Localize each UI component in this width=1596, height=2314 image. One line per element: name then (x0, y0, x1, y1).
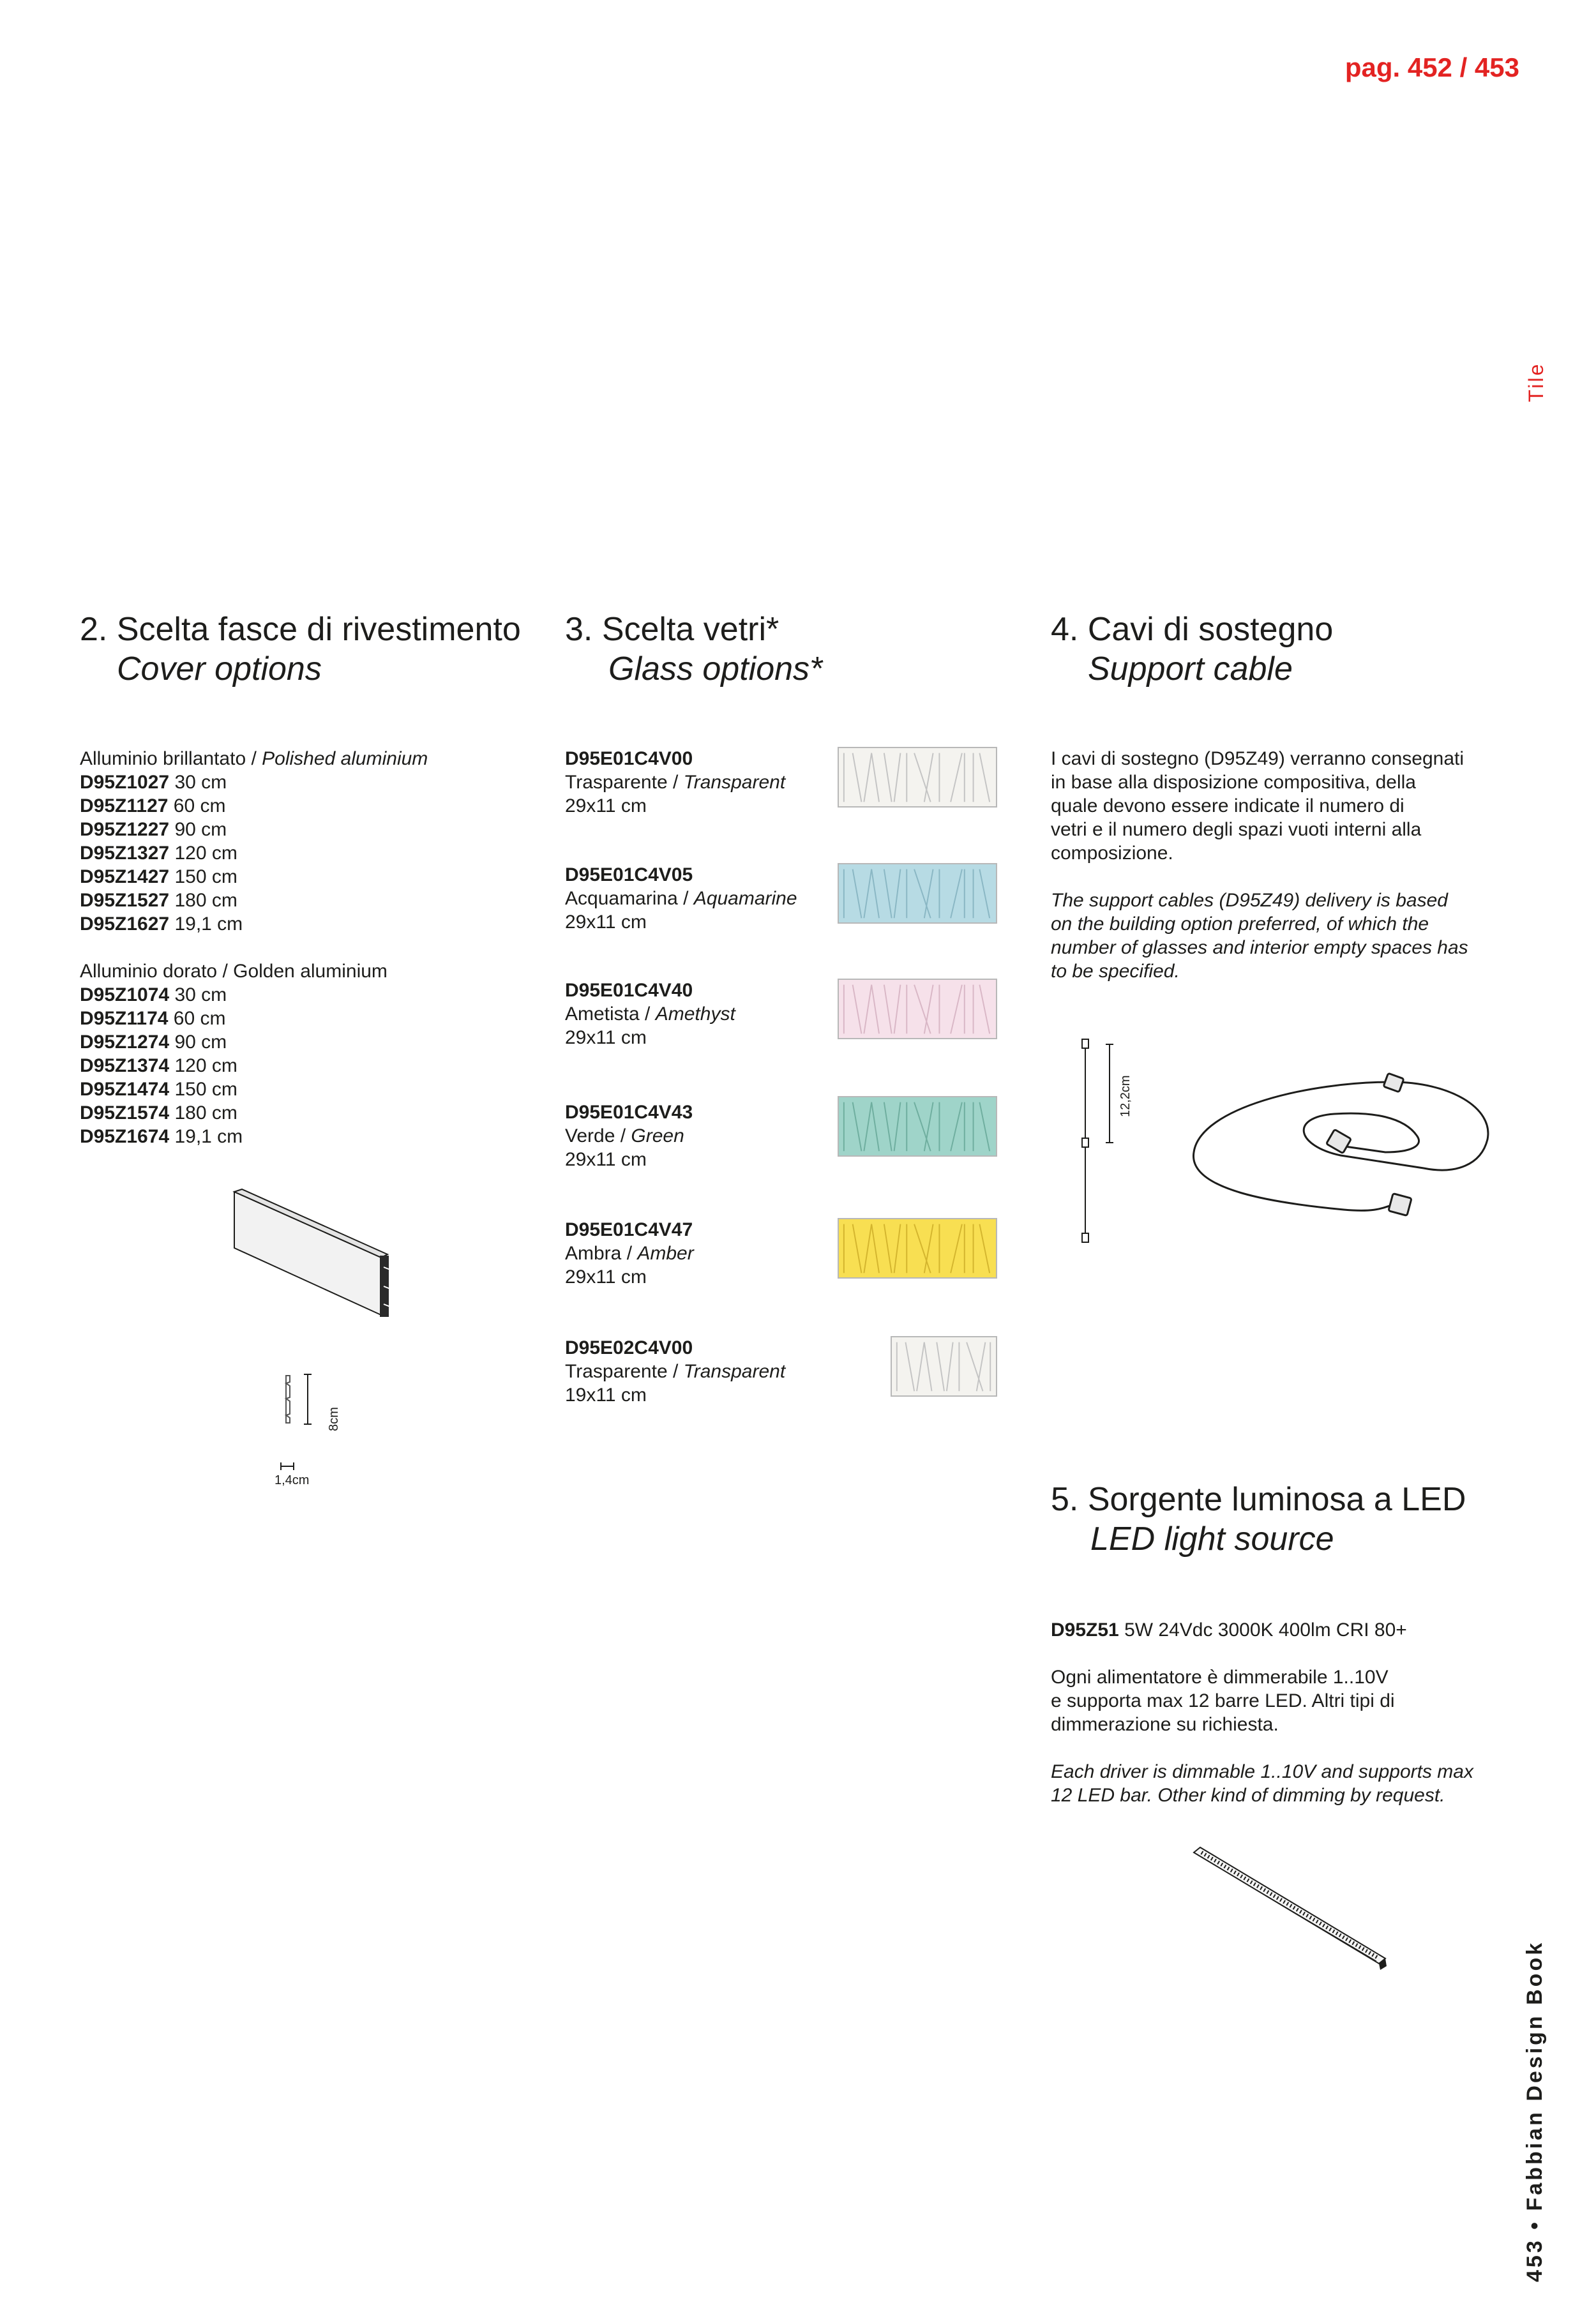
glass-size: 19x11 cm (565, 1385, 647, 1406)
list-item: D95Z1127 60 cm (80, 795, 226, 816)
cable-section-title (1051, 610, 1333, 689)
cable-title-it: 4. Cavi di sostegno (1051, 611, 1334, 648)
led-title-it: 5. Sorgente luminosa a LED (1051, 1481, 1466, 1518)
glass-swatch (838, 979, 997, 1039)
list-item: D95Z1174 60 cm (80, 1008, 226, 1029)
glass-code: D95E01C4V00 (565, 748, 693, 769)
glass-size: 29x11 cm (565, 912, 647, 933)
cover-section-drawing (268, 1369, 364, 1487)
list-item: D95Z1574 180 cm (80, 1102, 237, 1123)
list-item: D95Z1227 90 cm (80, 819, 227, 840)
glass-name: Ametista / Amethyst (565, 1003, 735, 1025)
glass-name: Acquamarina / Aquamarine (565, 888, 797, 909)
list-item: D95Z1274 90 cm (80, 1032, 227, 1053)
cable-coil-illustration (1181, 1056, 1500, 1235)
list-item: D95Z1374 120 cm (80, 1055, 237, 1076)
page-label: pag. 452 / 453 (1344, 52, 1519, 82)
led-desc-it: Ogni alimentatore è dimmerabile 1..10V e supporta max 12 barre LED. Altri tipi di dimmerazione su richiesta. (1051, 1667, 1395, 1735)
glass-item (565, 1218, 811, 1289)
led-description (1051, 1618, 1523, 1807)
book-footer (1523, 1941, 1547, 2282)
led-section-title (1051, 1480, 1466, 1559)
cover-group-golden (80, 959, 539, 1148)
cover-section-title (80, 610, 521, 689)
list-item: D95Z1527 180 cm (80, 890, 237, 911)
glass-code: D95E01C4V47 (565, 1219, 693, 1240)
footer-book-title: Fabbian Design Book (1523, 1940, 1547, 2211)
glass-title-en: Glass options* (608, 650, 823, 687)
list-item: D95Z1074 30 cm (80, 984, 227, 1005)
glass-item (565, 1336, 811, 1407)
glass-swatch (891, 1336, 997, 1397)
led-spec: D95Z51 5W 24Vdc 3000K 400lm CRI 80+ (1051, 1619, 1407, 1641)
cover-dim-width: 1,4cm (275, 1473, 310, 1487)
glass-name: Verde / Green (565, 1125, 684, 1146)
glass-size: 29x11 cm (565, 1149, 647, 1170)
glass-name: Trasparente / Transparent (565, 772, 786, 793)
glass-item (565, 747, 811, 818)
cover-options-list (80, 747, 539, 1148)
led-title-en: LED light source (1090, 1521, 1334, 1558)
cover-group-name: Alluminio brillantato / Polished aluminium (80, 748, 428, 769)
glass-options-list (565, 0, 1012, 2314)
glass-item (565, 979, 811, 1049)
footer-page-number: 453 (1523, 2238, 1547, 2282)
list-item: D95Z1674 19,1 cm (80, 1126, 243, 1147)
glass-name: Trasparente / Transparent (565, 1361, 786, 1382)
cover-group-polished (80, 747, 539, 936)
cable-dim-label: 12,2cm (1118, 1075, 1133, 1117)
glass-code: D95E01C4V40 (565, 980, 693, 1001)
led-bar-illustration (1187, 1845, 1392, 1972)
glass-swatch (838, 1096, 997, 1157)
glass-title-it: 3. Scelta vetri* (565, 611, 779, 648)
list-item: D95Z1627 19,1 cm (80, 913, 243, 935)
glass-code: D95E02C4V00 (565, 1337, 693, 1358)
list-item: D95Z1327 120 cm (80, 843, 237, 864)
glass-size: 29x11 cm (565, 795, 647, 816)
cover-dim-height: 8cm (327, 1407, 341, 1431)
glass-code: D95E01C4V05 (565, 864, 693, 885)
cable-title-en: Support cable (1088, 650, 1293, 687)
footer-separator: • (1523, 2219, 1547, 2230)
cover-group-name: Alluminio dorato / Golden aluminium (80, 961, 388, 982)
list-item: D95Z1027 30 cm (80, 772, 227, 793)
list-item: D95Z1427 150 cm (80, 866, 237, 887)
list-item: D95Z1474 150 cm (80, 1079, 237, 1100)
cable-description (1051, 747, 1517, 983)
glass-code: D95E01C4V43 (565, 1102, 693, 1123)
cable-desc-it: I cavi di sostegno (D95Z49) verranno consegnati in base alla disposizione compositiva, della quale devono essere indicate il numero di vetri e il numero degli spazi vuoti interni alla composizione. (1051, 748, 1464, 864)
glass-swatch (838, 747, 997, 808)
glass-item (565, 863, 811, 934)
glass-size: 29x11 cm (565, 1266, 647, 1288)
cable-dimension-drawing (1073, 1034, 1143, 1251)
cable-desc-en: The support cables (D95Z49) delivery is based on the building option preferred, of which the number of glasses and interior empty spaces has to be specified. (1051, 890, 1468, 982)
glass-swatch (838, 863, 997, 924)
glass-name: Ambra / Amber (565, 1243, 694, 1264)
glass-size: 29x11 cm (565, 1027, 647, 1048)
cover-profile-illustration (227, 1184, 393, 1325)
cover-title-en: Cover options (117, 650, 322, 687)
glass-swatch (838, 1218, 997, 1279)
led-desc-en: Each driver is dimmable 1..10V and supports max 12 LED bar. Other kind of dimming by request. (1051, 1761, 1473, 1806)
section-tag: Tile (1524, 362, 1547, 402)
cover-title-it: 2. Scelta fasce di rivestimento (80, 611, 521, 648)
glass-item (565, 1101, 811, 1171)
